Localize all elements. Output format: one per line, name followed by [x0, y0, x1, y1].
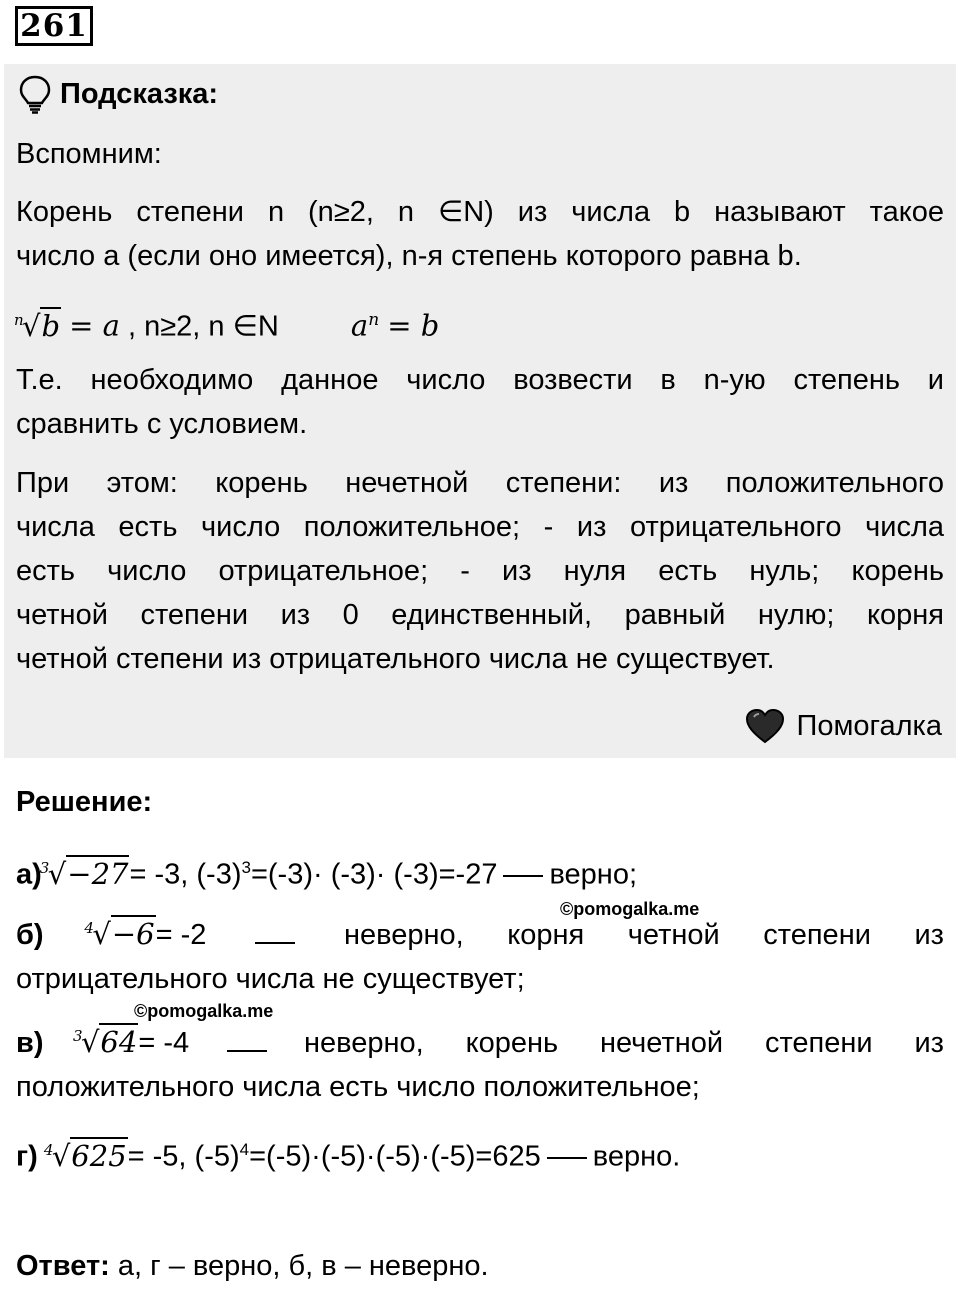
radicand: b: [41, 308, 61, 343]
solution-item-b: [16, 912, 944, 1001]
item-b-line-2: отрицательного числа не существует;: [16, 963, 525, 995]
hint-panel: [4, 64, 956, 758]
item-d-index: 4: [43, 1140, 54, 1159]
item-a-verdict: верно;: [549, 858, 638, 891]
note-line-3: есть число отрицательное; - из нуля есть нуль; корень: [16, 555, 944, 587]
item-c-index: 3: [72, 1027, 83, 1045]
item-a-index: 3: [39, 858, 50, 877]
watermark: ©pomogalka.me: [134, 1001, 274, 1021]
method-line-1: Т.е. необходимо данное число возвести в n-ую степень и: [16, 364, 944, 396]
formula-condition: , n≥2, n ∈N: [128, 310, 279, 343]
root-index: n: [14, 310, 24, 329]
answer-label: Ответ:: [16, 1250, 110, 1282]
dash: [503, 875, 543, 877]
item-b-text: = -2: [155, 919, 207, 951]
item-d-radicand: 625: [71, 1138, 127, 1173]
definition-line-1: Корень степени n (n≥2, n ∈N) из числа b называют такое: [16, 196, 944, 228]
item-a-label: а): [16, 858, 42, 891]
item-b-root: 4 √−6: [86, 912, 155, 957]
power-rhs: = b: [387, 308, 440, 343]
item-a-text: = -3, (-3): [129, 858, 242, 891]
hint-recall: Вспомним:: [16, 138, 162, 170]
watermark: ©pomogalka.me: [560, 899, 700, 919]
item-c-root: 3 √64: [75, 1020, 138, 1065]
item-b-line-1: [16, 912, 944, 957]
item-b-radicand: −6: [111, 917, 155, 951]
heart-icon: [745, 708, 785, 744]
item-d-text: = -5, (-5): [127, 1140, 240, 1173]
hint-method: [16, 358, 944, 446]
solution-item-a: [16, 846, 944, 897]
answer-text: а, г – верно, б, в – неверно.: [109, 1250, 489, 1282]
item-b-label: б): [16, 919, 44, 951]
formula-equals-a: = a: [69, 308, 120, 343]
answer: [16, 1250, 489, 1283]
item-c-line-1: [16, 1020, 944, 1065]
item-d-label: г): [16, 1140, 38, 1173]
dash: [255, 942, 295, 944]
problem-number: 261: [15, 6, 93, 46]
hint-title: Подсказка:: [60, 77, 219, 110]
dash: [227, 1050, 267, 1052]
item-a-root: 3 √−27: [42, 852, 130, 897]
definition-line-2: число a (если оно имеется), n-я степень которого равна b.: [16, 240, 802, 272]
item-b-index: 4: [84, 919, 94, 937]
item-a-rest: =(-3)· (-3)· (-3)=-27: [250, 858, 498, 891]
brand-signature: [745, 708, 942, 744]
hint-note: [16, 461, 944, 681]
note-line-5: четной степени из отрицательного числа не существует.: [16, 643, 775, 675]
item-c-label: в): [16, 1027, 44, 1059]
method-line-2: сравнить с условием.: [16, 408, 308, 440]
solution-title: Решение:: [16, 786, 153, 818]
root-expression: n √b: [16, 304, 61, 349]
lightbulb-icon: [18, 74, 52, 114]
note-line-1: При этом: корень нечетной степени: из положительного: [16, 467, 944, 499]
item-d-exp: 4: [239, 1140, 250, 1159]
item-a-exp: 3: [241, 858, 251, 877]
item-a-radicand: −27: [67, 856, 129, 891]
item-c-verdict: неверно, корень нечетной степени из: [303, 1027, 944, 1059]
hint-definition: [16, 190, 944, 278]
root-formula: [16, 298, 439, 349]
item-c-text: = -4: [138, 1027, 190, 1059]
hint-header: [18, 74, 218, 114]
note-line-2: числа есть число положительное; - из отрицательного числа: [16, 511, 944, 543]
solution-item-c: [16, 1020, 944, 1109]
item-d-root: 4 √625: [46, 1134, 128, 1179]
note-line-4: четной степени из 0 единственный, равный нулю; корня: [16, 599, 944, 631]
item-b-verdict: неверно, корня четной степени из: [343, 919, 944, 951]
item-c-radicand: 64: [100, 1025, 138, 1059]
item-c-line-2: положительного числа есть число положительное;: [16, 1071, 700, 1103]
power-base: a: [350, 308, 369, 343]
solution-item-d: [16, 1128, 944, 1179]
item-d-rest: =(-5)·(-5)·(-5)·(-5)=625: [249, 1140, 541, 1173]
power-exp: n: [368, 310, 380, 330]
item-d-verdict: верно.: [592, 1140, 681, 1173]
brand-name: Помогалка: [796, 709, 942, 742]
dash: [547, 1157, 587, 1159]
